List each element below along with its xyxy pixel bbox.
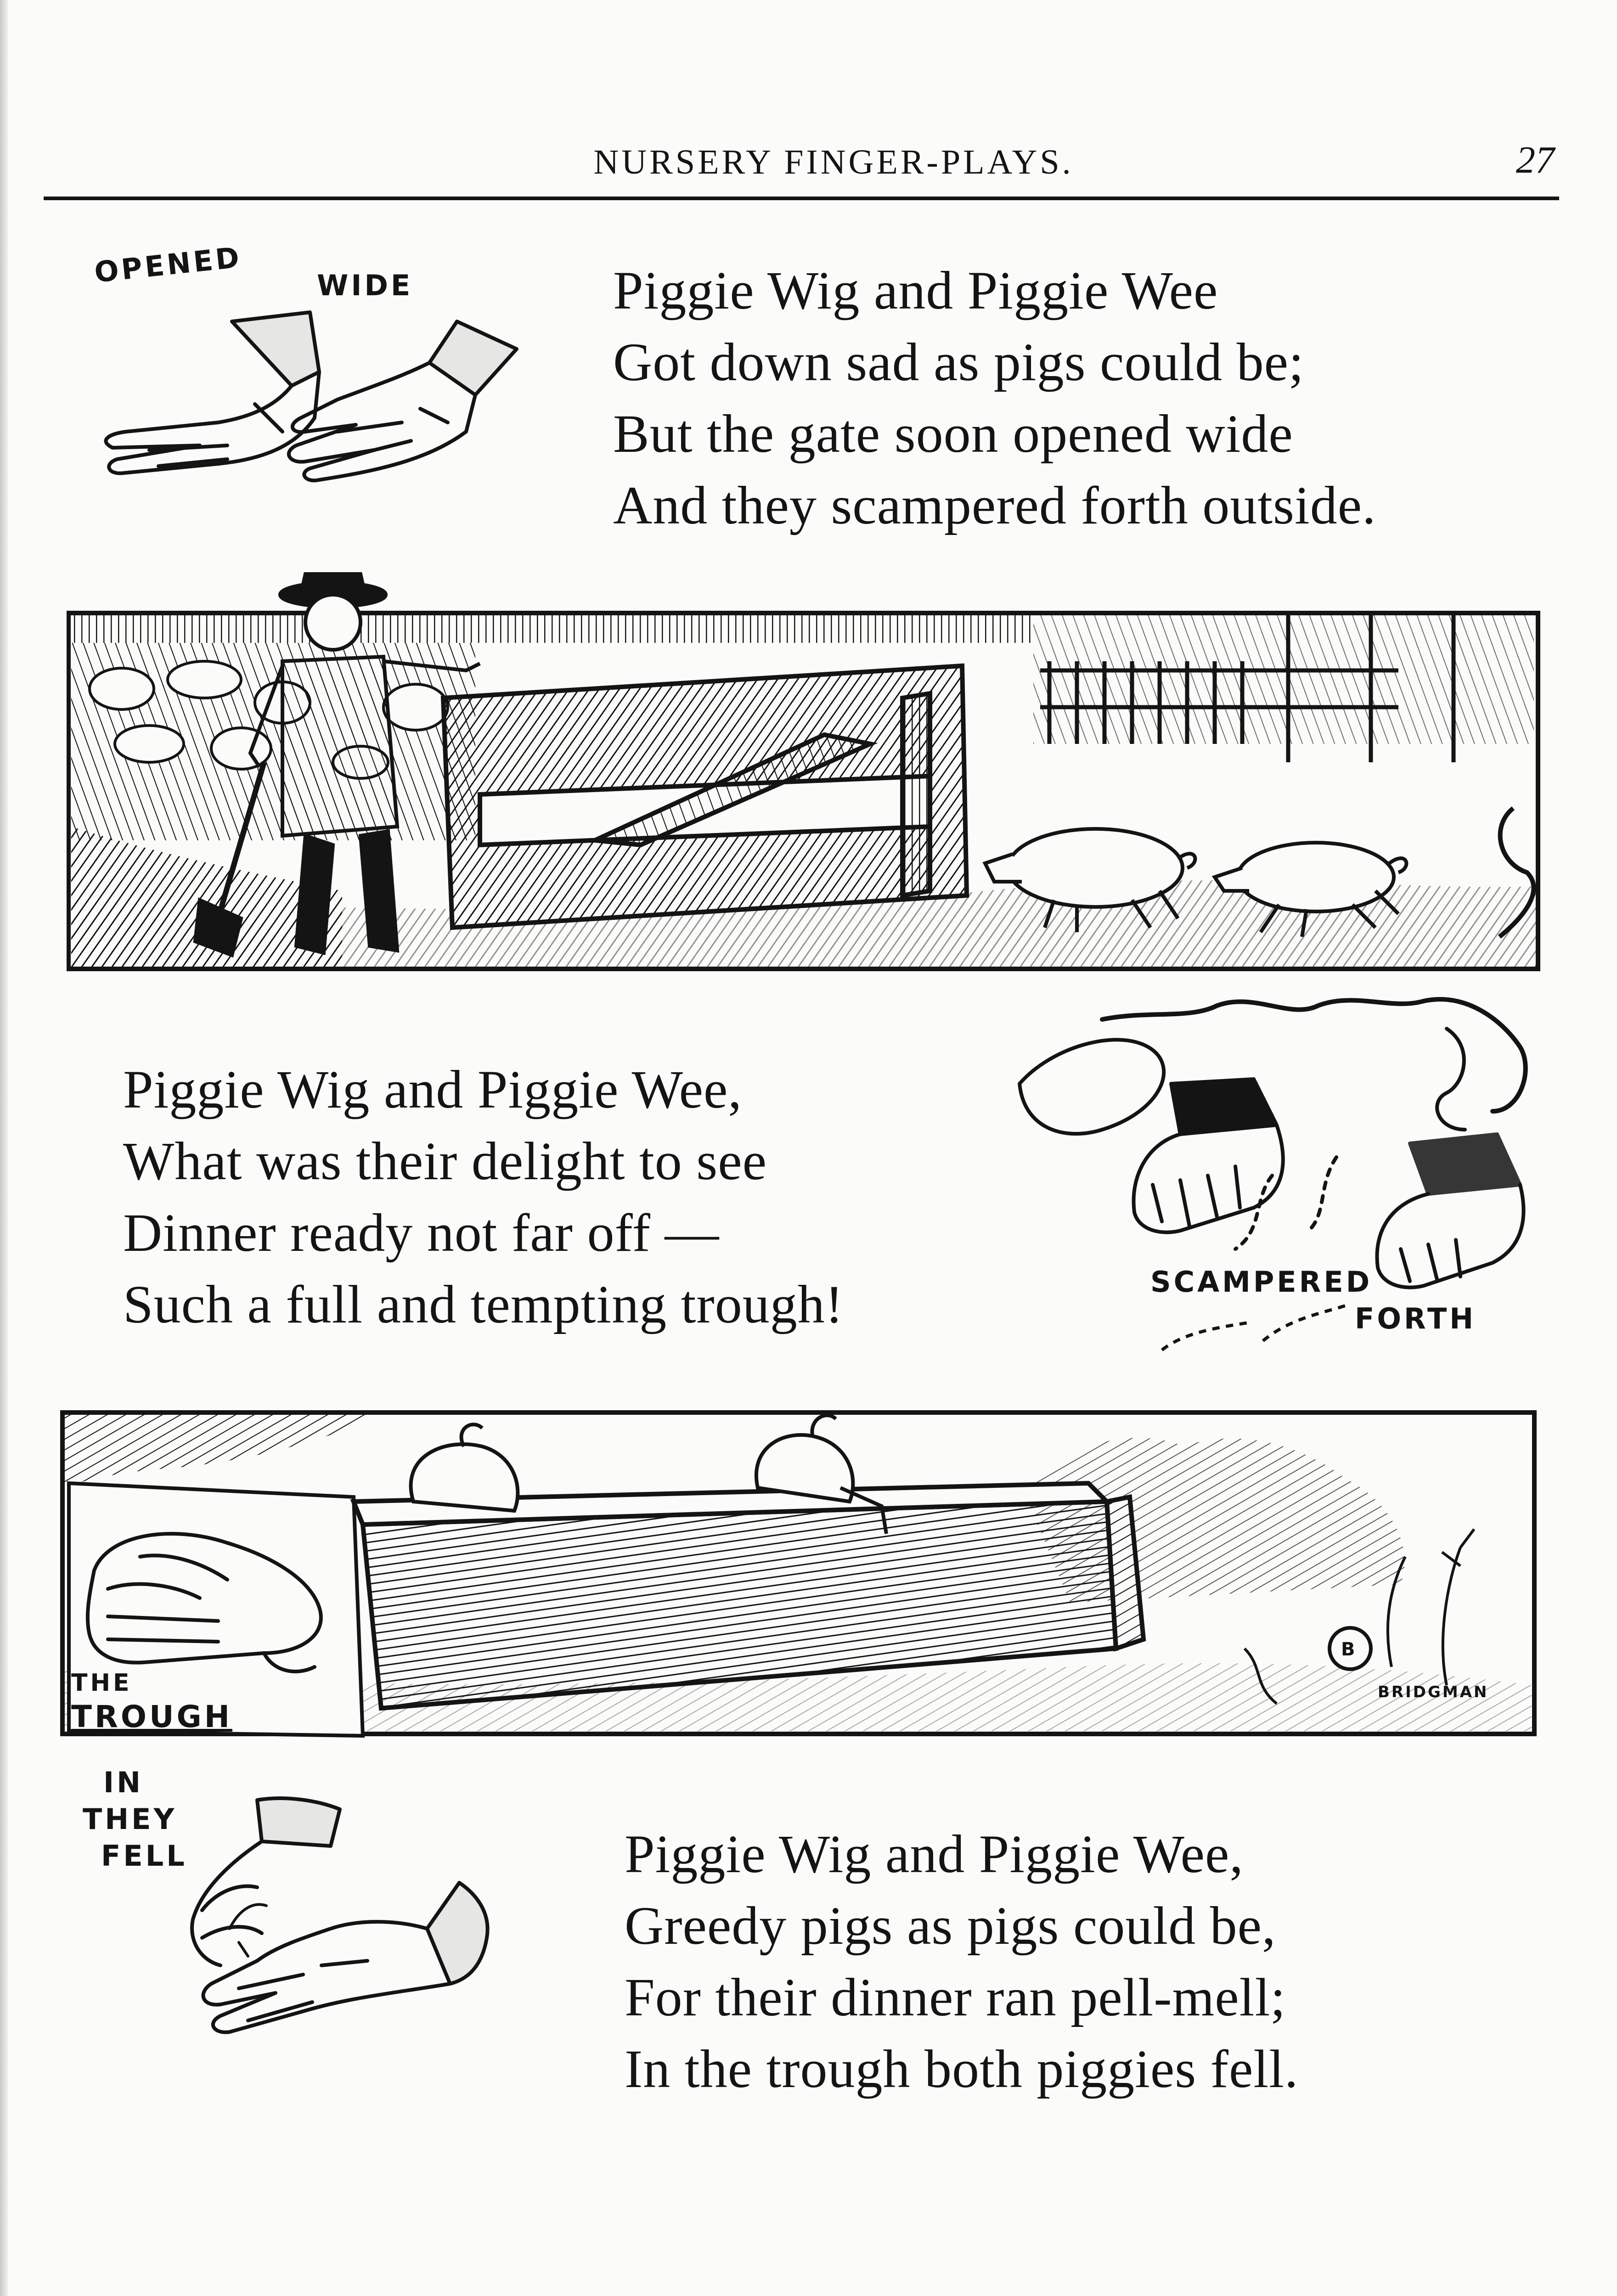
book-spine-shadow	[0, 0, 8, 2296]
verse-line: Piggie Wig and Piggie Wee,	[123, 1059, 742, 1120]
verse-line: For their dinner ran pell-mell;	[625, 1967, 1286, 2027]
page-header	[44, 138, 1559, 193]
page-number: 27	[1516, 139, 1555, 181]
verse-line: Piggie Wig and Piggie Wee,	[625, 1824, 1244, 1884]
caption-they: THEY	[83, 1802, 177, 1836]
verse-line: Got down sad as pigs could be;	[613, 332, 1304, 392]
svg-text:B: B	[1341, 1639, 1355, 1660]
caption-wide: WIDE	[317, 269, 413, 302]
fists-icon	[997, 992, 1543, 1290]
caption-forth: FORTH	[1355, 1302, 1476, 1335]
clasped-hands-icon	[184, 1791, 505, 2039]
cupped-hand-icon	[80, 1515, 338, 1690]
caption-fell: FELL	[101, 1839, 187, 1873]
verse-line: What was their delight to see	[123, 1131, 767, 1191]
caption-trough: TROUGH	[71, 1699, 232, 1734]
signature: BRIDGMAN	[1378, 1683, 1489, 1701]
verse-line: And they scampered forth outside.	[613, 475, 1376, 535]
farm-gate-illustration	[67, 569, 1541, 1010]
caption-opened: OPENED	[93, 240, 244, 289]
stanza-3	[625, 1818, 1298, 2105]
open-hands-icon	[80, 294, 558, 510]
caption-the: THE	[71, 1669, 132, 1697]
caption-scampered: SCAMPERED	[1150, 1265, 1373, 1299]
stanza-1	[613, 255, 1376, 541]
header-rule	[44, 197, 1559, 200]
caption-in: IN	[103, 1766, 143, 1799]
verse-line: Such a full and tempting trough!	[123, 1274, 844, 1334]
running-title: NURSERY FINGER-PLAYS.	[593, 143, 1074, 181]
stanza-2	[123, 1054, 844, 1340]
verse-line: Piggie Wig and Piggie Wee	[613, 260, 1218, 321]
verse-line: Dinner ready not far off —	[123, 1203, 720, 1263]
verse-line: In the trough both piggies fell.	[625, 2039, 1299, 2099]
scampered-path-marks	[1157, 1286, 1387, 1359]
verse-line: But the gate soon opened wide	[613, 404, 1293, 464]
verse-line: Greedy pigs as pigs could be,	[625, 1896, 1276, 1956]
